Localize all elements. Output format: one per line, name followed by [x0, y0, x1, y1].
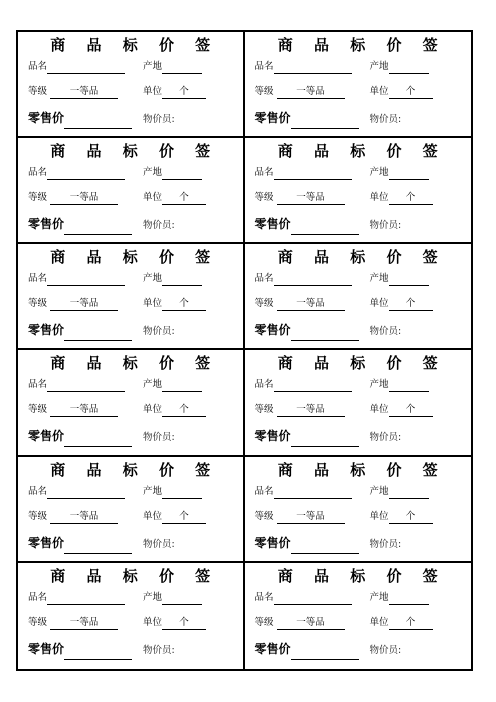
product-name-field [255, 60, 352, 74]
product-name-label: 品名 [28, 379, 48, 391]
price-clerk-row [28, 215, 235, 233]
price-tag [245, 563, 472, 669]
unit-label: 单位 [369, 404, 389, 416]
price-tag [245, 138, 472, 244]
retail-price-field [255, 640, 359, 660]
price-tag [18, 457, 245, 563]
unit-label: 单位 [143, 404, 163, 416]
name-origin-row [255, 485, 464, 499]
retail-price-field [28, 534, 132, 554]
grade-field [28, 85, 118, 99]
price-clerk-row [255, 109, 464, 127]
price-clerk-label: 物价员: [369, 538, 402, 550]
retail-price-blank[interactable] [291, 537, 359, 554]
unit-field [370, 510, 433, 524]
product-name-field [28, 591, 125, 605]
price-tag-title: 商 品 标 价 签 [50, 566, 219, 585]
retail-price-blank[interactable] [291, 430, 359, 447]
product-name-label: 品名 [254, 167, 274, 179]
retail-price-field [255, 215, 359, 235]
product-name-blank[interactable] [274, 272, 352, 286]
product-name-blank[interactable] [274, 485, 352, 499]
price-clerk-label: 物价员: [369, 432, 402, 444]
origin-label: 产地 [143, 591, 163, 603]
price-tag-title: 商 品 标 价 签 [50, 354, 219, 373]
product-name-field [255, 272, 352, 286]
grade-field [255, 297, 345, 311]
origin-blank[interactable] [162, 166, 202, 180]
grade-field [28, 616, 118, 630]
product-name-label: 品名 [28, 591, 48, 603]
retail-price-field [28, 640, 132, 660]
price-tag [245, 457, 472, 563]
unit-field [143, 85, 206, 99]
price-clerk-row [255, 534, 464, 552]
price-tag-title: 商 品 标 价 签 [50, 248, 219, 267]
product-name-label: 品名 [254, 379, 274, 391]
grade-label: 等级 [254, 298, 274, 310]
origin-field [143, 591, 202, 605]
price-tag-title: 商 品 标 价 签 [277, 566, 446, 585]
unit-label: 单位 [369, 86, 389, 97]
price-clerk-row [255, 321, 464, 339]
origin-blank[interactable] [389, 166, 429, 180]
unit-field [143, 616, 206, 630]
retail-price-label: 零售价 [254, 535, 291, 550]
retail-price-label: 零售价 [28, 535, 65, 550]
unit-label: 单位 [369, 616, 389, 628]
name-origin-row [28, 485, 235, 499]
unit-value[interactable]: 个 [162, 616, 206, 630]
product-name-blank[interactable] [47, 378, 125, 392]
product-name-label: 品名 [254, 61, 274, 72]
price-clerk-row [28, 109, 235, 127]
grade-label: 等级 [28, 616, 48, 628]
origin-blank[interactable] [389, 485, 429, 499]
product-name-field [28, 378, 125, 392]
retail-price-field [28, 427, 132, 447]
retail-price-blank[interactable] [64, 112, 132, 129]
price-tag-title: 商 品 标 价 签 [277, 248, 446, 267]
product-name-label: 品名 [254, 485, 274, 497]
product-name-blank[interactable] [47, 60, 125, 74]
retail-price-field [255, 109, 359, 129]
price-clerk-row [28, 640, 235, 658]
unit-field [370, 297, 433, 311]
name-origin-row [255, 378, 464, 392]
grade-label: 等级 [28, 404, 48, 416]
name-origin-row [255, 591, 464, 605]
grade-field [28, 403, 118, 417]
name-origin-row [28, 378, 235, 392]
origin-label: 产地 [369, 485, 389, 497]
name-origin-row [255, 272, 464, 286]
retail-price-blank[interactable] [291, 112, 359, 129]
origin-field [370, 60, 429, 74]
price-tag [18, 350, 245, 456]
grade-unit-row [28, 191, 235, 205]
price-clerk-label: 物价员: [143, 220, 175, 232]
grade-field [255, 510, 345, 524]
price-clerk-row [28, 427, 235, 445]
unit-field [370, 85, 433, 99]
price-clerk-row [28, 321, 235, 339]
name-origin-row [28, 166, 235, 180]
price-tag [18, 138, 245, 244]
origin-field [143, 485, 202, 499]
unit-field [143, 191, 206, 205]
grade-unit-row [255, 403, 464, 417]
price-clerk-row [255, 640, 464, 658]
origin-label: 产地 [369, 379, 389, 391]
price-clerk-row [255, 427, 464, 445]
grade-value[interactable]: 一等品 [50, 85, 118, 99]
product-name-blank[interactable] [47, 485, 125, 499]
origin-field [370, 485, 429, 499]
retail-price-blank[interactable] [291, 324, 359, 341]
retail-price-blank[interactable] [64, 430, 132, 447]
origin-label: 产地 [143, 379, 163, 391]
grade-unit-row [255, 191, 464, 205]
unit-value[interactable]: 个 [389, 297, 433, 311]
name-origin-row [255, 60, 464, 74]
origin-field [370, 166, 429, 180]
price-clerk-label: 物价员: [143, 326, 175, 338]
grade-unit-row [255, 510, 464, 524]
grade-value[interactable]: 一等品 [50, 403, 118, 417]
origin-field [370, 591, 429, 605]
unit-field [143, 297, 206, 311]
product-name-blank[interactable] [274, 591, 352, 605]
product-name-label: 品名 [28, 485, 48, 497]
product-name-field [28, 272, 125, 286]
origin-blank[interactable] [162, 272, 202, 286]
origin-blank[interactable] [389, 591, 429, 605]
price-clerk-row [255, 215, 464, 233]
price-clerk-label: 物价员: [143, 538, 175, 550]
retail-price-label: 零售价 [28, 429, 65, 444]
unit-label: 单位 [143, 510, 163, 522]
name-origin-row [255, 166, 464, 180]
origin-label: 产地 [369, 591, 389, 603]
origin-blank[interactable] [162, 378, 202, 392]
price-tag [18, 563, 245, 669]
retail-price-blank[interactable] [64, 218, 132, 235]
product-name-blank[interactable] [47, 166, 125, 180]
grade-value[interactable]: 一等品 [277, 191, 345, 205]
retail-price-field [28, 109, 132, 129]
retail-price-field [255, 427, 359, 447]
grade-label: 等级 [254, 86, 274, 97]
unit-field [370, 403, 433, 417]
unit-field [370, 191, 433, 205]
grade-field [28, 297, 118, 311]
price-tag [18, 244, 245, 350]
unit-value[interactable]: 个 [389, 510, 433, 524]
price-clerk-label: 物价员: [369, 220, 402, 232]
retail-price-label: 零售价 [28, 641, 65, 656]
price-tag-title: 商 品 标 价 签 [277, 142, 446, 161]
retail-price-label: 零售价 [254, 111, 291, 125]
grade-field [28, 191, 118, 205]
unit-field [370, 616, 433, 630]
unit-field [143, 510, 206, 524]
retail-price-blank[interactable] [291, 643, 359, 660]
unit-value[interactable]: 个 [389, 191, 433, 205]
price-tag-title: 商 品 标 价 签 [277, 36, 446, 54]
product-name-label: 品名 [254, 273, 274, 285]
product-name-blank[interactable] [274, 60, 352, 74]
product-name-label: 品名 [254, 591, 274, 603]
price-tag [245, 244, 472, 350]
name-origin-row [28, 591, 235, 605]
unit-label: 单位 [369, 192, 389, 204]
grade-label: 等级 [254, 510, 274, 522]
name-origin-row [28, 60, 235, 74]
grade-unit-row [255, 85, 464, 99]
retail-price-label: 零售价 [254, 641, 291, 656]
retail-price-blank[interactable] [64, 537, 132, 554]
grade-unit-row [28, 510, 235, 524]
origin-field [143, 166, 202, 180]
retail-price-field [255, 321, 359, 341]
grade-value[interactable]: 一等品 [277, 616, 345, 630]
unit-value[interactable]: 个 [389, 403, 433, 417]
price-tag [245, 350, 472, 456]
origin-field [370, 378, 429, 392]
retail-price-field [28, 321, 132, 341]
grade-field [255, 403, 345, 417]
grade-unit-row [28, 297, 235, 311]
grade-value[interactable]: 一等品 [277, 403, 345, 417]
retail-price-label: 零售价 [28, 323, 65, 338]
unit-value[interactable]: 个 [389, 616, 433, 630]
product-name-blank[interactable] [274, 378, 352, 392]
product-name-label: 品名 [28, 167, 48, 179]
grade-label: 等级 [254, 616, 274, 628]
price-clerk-label: 物价员: [369, 326, 402, 338]
grade-value[interactable]: 一等品 [50, 297, 118, 311]
origin-label: 产地 [143, 61, 163, 72]
unit-label: 单位 [143, 192, 163, 204]
origin-blank[interactable] [389, 378, 429, 392]
origin-field [143, 378, 202, 392]
grade-field [255, 616, 345, 630]
product-name-field [28, 60, 125, 74]
grade-label: 等级 [28, 510, 48, 522]
unit-value[interactable]: 个 [162, 191, 206, 205]
origin-label: 产地 [369, 167, 389, 179]
origin-field [143, 60, 202, 74]
product-name-field [255, 485, 352, 499]
price-tag-title: 商 品 标 价 签 [50, 460, 219, 479]
grade-field [28, 510, 118, 524]
price-tag [18, 32, 245, 138]
product-name-field [28, 166, 125, 180]
unit-label: 单位 [143, 616, 163, 628]
price-tag-sheet [16, 30, 473, 671]
retail-price-label: 零售价 [254, 323, 291, 338]
product-name-field [28, 485, 125, 499]
retail-price-label: 零售价 [254, 217, 291, 232]
product-name-label: 品名 [28, 273, 48, 285]
price-clerk-label: 物价员: [143, 114, 175, 125]
product-name-label: 品名 [28, 61, 48, 72]
retail-price-field [255, 534, 359, 554]
origin-blank[interactable] [162, 591, 202, 605]
unit-value[interactable]: 个 [162, 403, 206, 417]
product-name-blank[interactable] [47, 591, 125, 605]
retail-price-field [28, 215, 132, 235]
grade-unit-row [255, 297, 464, 311]
unit-value[interactable]: 个 [162, 297, 206, 311]
retail-price-blank[interactable] [64, 324, 132, 341]
price-tag-title: 商 品 标 价 签 [277, 354, 446, 373]
retail-price-label: 零售价 [28, 217, 65, 232]
grade-value[interactable]: 一等品 [50, 510, 118, 524]
price-clerk-label: 物价员: [143, 432, 175, 444]
origin-field [370, 272, 429, 286]
retail-price-blank[interactable] [291, 218, 359, 235]
grade-field [255, 85, 345, 99]
origin-label: 产地 [143, 485, 163, 497]
product-name-field [255, 166, 352, 180]
grade-value[interactable]: 一等品 [277, 510, 345, 524]
price-clerk-label: 物价员: [143, 644, 175, 656]
unit-label: 单位 [369, 298, 389, 310]
retail-price-blank[interactable] [64, 643, 132, 660]
grade-value[interactable]: 一等品 [277, 297, 345, 311]
grade-field [255, 191, 345, 205]
grade-value[interactable]: 一等品 [277, 85, 345, 99]
grade-label: 等级 [254, 192, 274, 204]
grade-label: 等级 [254, 404, 274, 416]
price-clerk-label: 物价员: [369, 114, 402, 125]
price-tag-title: 商 品 标 价 签 [277, 460, 446, 479]
product-name-blank[interactable] [47, 272, 125, 286]
grade-value[interactable]: 一等品 [50, 191, 118, 205]
grade-label: 等级 [28, 298, 48, 310]
product-name-field [255, 591, 352, 605]
origin-blank[interactable] [162, 60, 202, 74]
origin-label: 产地 [143, 273, 163, 285]
product-name-field [255, 378, 352, 392]
retail-price-label: 零售价 [28, 111, 65, 125]
unit-value[interactable]: 个 [162, 85, 206, 99]
name-origin-row [28, 272, 235, 286]
origin-field [143, 272, 202, 286]
retail-price-label: 零售价 [254, 429, 291, 444]
unit-label: 单位 [369, 510, 389, 522]
unit-field [143, 403, 206, 417]
unit-value[interactable]: 个 [389, 85, 433, 99]
grade-unit-row [28, 85, 235, 99]
grade-label: 等级 [28, 86, 48, 97]
product-name-blank[interactable] [274, 166, 352, 180]
grade-value[interactable]: 一等品 [50, 616, 118, 630]
origin-blank[interactable] [389, 60, 429, 74]
unit-value[interactable]: 个 [162, 510, 206, 524]
price-tag-title: 商 品 标 价 签 [50, 36, 219, 54]
grade-unit-row [255, 616, 464, 630]
origin-blank[interactable] [162, 485, 202, 499]
origin-label: 产地 [369, 61, 389, 72]
origin-label: 产地 [143, 167, 163, 179]
origin-blank[interactable] [389, 272, 429, 286]
price-clerk-row [28, 534, 235, 552]
unit-label: 单位 [143, 86, 163, 97]
origin-label: 产地 [369, 273, 389, 285]
grade-label: 等级 [28, 192, 48, 204]
price-clerk-label: 物价员: [369, 644, 402, 656]
grade-unit-row [28, 403, 235, 417]
price-tag-title: 商 品 标 价 签 [50, 142, 219, 161]
price-tag [245, 32, 472, 138]
unit-label: 单位 [143, 298, 163, 310]
grade-unit-row [28, 616, 235, 630]
